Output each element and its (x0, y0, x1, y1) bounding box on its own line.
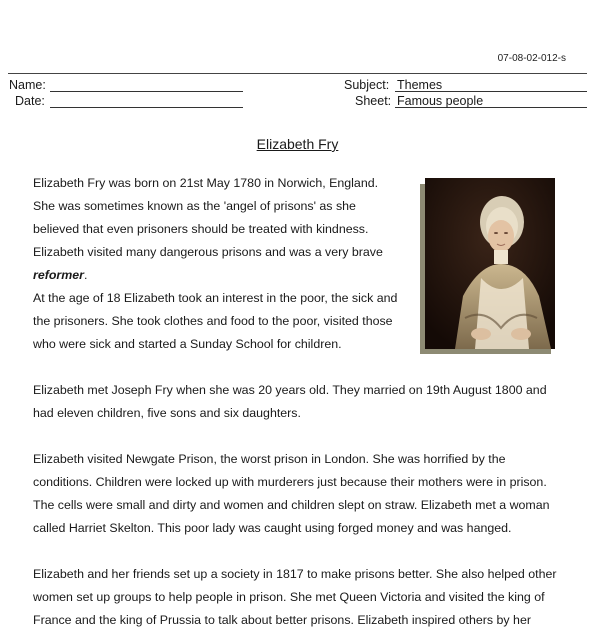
sheet-label: Sheet: (355, 94, 392, 108)
portrait-painting (425, 178, 555, 349)
reformer-keyword: reformer (33, 268, 84, 282)
name-label: Name: (9, 78, 46, 92)
paragraph-society: Elizabeth and her friends set up a society in 1817 to make prisons better. She also helped other women set up groups to help people in prison. She met Queen Victoria and visited the king of France and the king of Prussia to talk about better prisons. Elizabeth inspired others by her (33, 567, 557, 627)
paragraph-birth-text: Elizabeth Fry was born on 21st May 1780 in Norwich, England. She was sometimes known as the 'angel of prisons' as she believed that even prisoners should be treated with kindness. Elizabeth visited many dangerous prisons and was a very brave (33, 176, 383, 259)
paragraph-early-life: At the age of 18 Elizabeth took an interest in the poor, the sick and the prisoners. She took clothes and food to the poor, visited those who were sick and started a Sunday School for children. (33, 291, 398, 351)
subject-label: Subject: (344, 78, 390, 92)
paragraph-birth-end: . (83, 268, 88, 282)
subject-value: Themes (397, 78, 443, 92)
name-field[interactable] (50, 77, 243, 92)
paragraph-newgate: Elizabeth visited Newgate Prison, the worst prison in London. She was horrified by the conditions. Children were locked up with murderers just because their mothers were in prison. The cells were small and dirty and women and children slept on straw. Elizabeth met a woman called Harriet Skelton. This poor lady was caught using forged money and was hanged. (33, 452, 550, 535)
elizabeth-fry-portrait (425, 178, 555, 349)
date-field[interactable] (50, 93, 243, 108)
paragraph-birth (33, 172, 393, 287)
worksheet-code: 07-08-02-012-s (497, 53, 566, 64)
paragraph-marriage: Elizabeth met Joseph Fry when she was 20 years old. They married on 19th August 1800 and had eleven children, five sons and six daughters. (33, 383, 547, 420)
date-label: Date: (15, 94, 45, 108)
header-divider (8, 73, 587, 74)
portrait-figure (420, 178, 555, 350)
page-title: Elizabeth Fry (256, 136, 339, 152)
sheet-value: Famous people (397, 94, 484, 108)
